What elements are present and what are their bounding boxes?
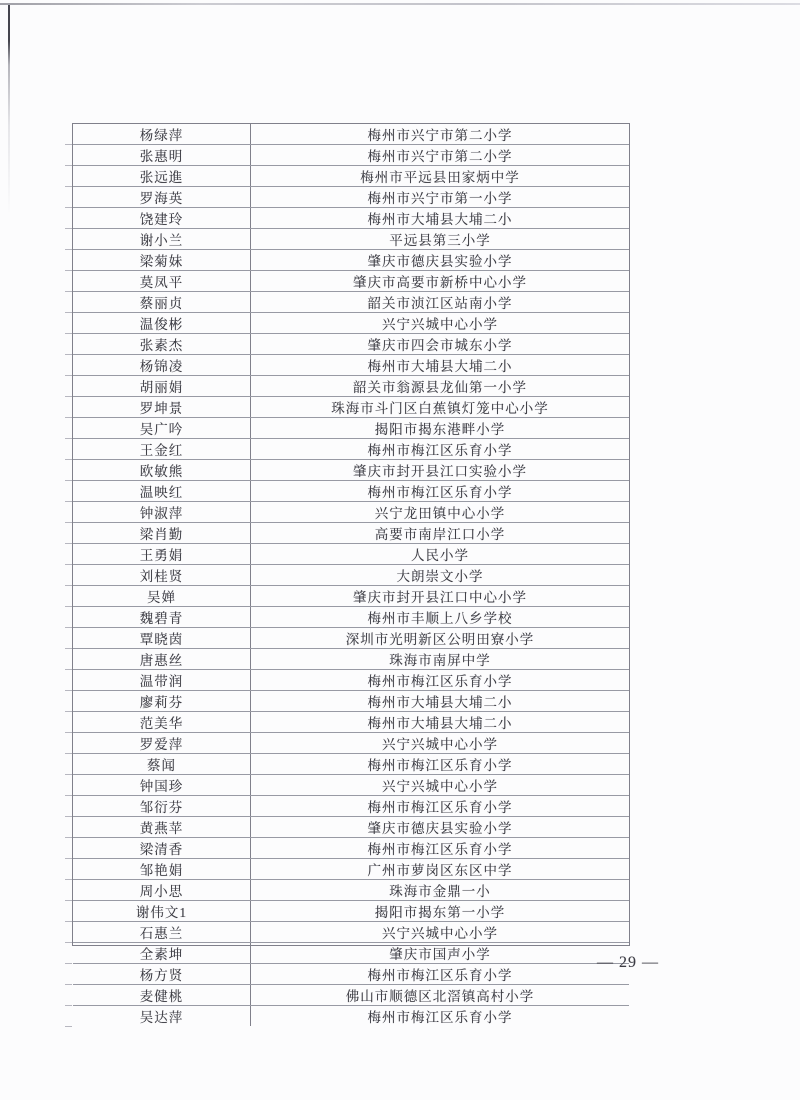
name-cell: 梁肖勤 [73, 523, 251, 543]
school-cell: 梅州市梅江区乐育小学 [367, 674, 513, 689]
name-cell: 周小思 [73, 880, 251, 900]
name-cell: 王金红 [73, 439, 251, 459]
table-row [73, 208, 629, 229]
name-cell: 石惠兰 [73, 922, 251, 942]
name-cell: 谢伟文1 [73, 901, 251, 921]
table-row [73, 1006, 629, 1026]
name-cell: 覃晓茵 [73, 628, 251, 648]
name-cell: 温映红 [73, 481, 251, 501]
table-row [73, 355, 629, 376]
name-cell: 温俊彬 [73, 313, 251, 333]
school-cell: 梅州市兴宁市第一小学 [367, 191, 513, 206]
school-cell: 梅州市大埔县大埔二小 [367, 212, 513, 227]
name-cell: 罗爱萍 [73, 733, 251, 753]
name-cell: 麦健桃 [73, 985, 251, 1005]
name-cell: 张惠明 [73, 145, 251, 165]
scan-edge-top-line [0, 3, 800, 5]
table-row [73, 523, 629, 544]
table-row [73, 901, 629, 922]
table-row [73, 775, 629, 796]
table-row [73, 439, 629, 460]
name-cell: 蔡丽贞 [73, 292, 251, 312]
table-row [73, 187, 629, 208]
school-cell: 广州市萝岗区东区中学 [367, 863, 513, 878]
school-cell: 肇庆市封开县江口实验小学 [353, 464, 527, 479]
name-cell: 黄燕苹 [73, 817, 251, 837]
table-row [73, 607, 629, 628]
school-cell: 肇庆市国声小学 [389, 947, 491, 962]
name-cell: 梁清香 [73, 838, 251, 858]
table-row [73, 481, 629, 502]
school-cell: 梅州市梅江区乐育小学 [367, 842, 513, 857]
school-cell: 深圳市光明新区公明田寮小学 [345, 632, 535, 647]
table-row [73, 145, 629, 166]
name-cell: 张素杰 [73, 334, 251, 354]
school-cell: 韶关市翁源县龙仙第一小学 [353, 380, 527, 395]
name-cell: 杨绿萍 [73, 124, 251, 144]
school-cell: 兴宁兴城中心小学 [382, 737, 498, 752]
school-cell: 梅州市梅江区乐育小学 [367, 1010, 513, 1025]
table-row [73, 691, 629, 712]
school-cell: 梅州市大埔县大埔二小 [367, 716, 513, 731]
school-cell: 兴宁兴城中心小学 [382, 317, 498, 332]
school-cell: 揭阳市揭东港畔小学 [374, 422, 506, 437]
name-cell: 胡丽娟 [73, 376, 251, 396]
table-row [73, 628, 629, 649]
school-cell: 人民小学 [411, 548, 469, 563]
school-cell: 平远县第三小学 [389, 233, 491, 248]
name-cell: 吴婵 [73, 586, 251, 606]
name-cell: 范美华 [73, 712, 251, 732]
name-cell: 温带润 [73, 670, 251, 690]
school-cell: 韶关市浈江区站南小学 [367, 296, 513, 311]
school-cell: 梅州市大埔县大埔二小 [367, 359, 513, 374]
name-cell: 谢小兰 [73, 229, 251, 249]
school-cell: 肇庆市封开县江口中心小学 [353, 590, 527, 605]
table-row [73, 586, 629, 607]
name-cell: 吴达萍 [73, 1006, 251, 1026]
school-cell: 梅州市梅江区乐育小学 [367, 485, 513, 500]
name-cell: 钟淑萍 [73, 502, 251, 522]
school-cell: 肇庆市德庆县实验小学 [367, 254, 513, 269]
school-cell: 兴宁龙田镇中心小学 [374, 506, 506, 521]
name-cell: 梁菊妹 [73, 250, 251, 270]
school-cell: 梅州市梅江区乐育小学 [367, 443, 513, 458]
school-cell: 大朗崇文小学 [396, 569, 484, 584]
table-row [73, 334, 629, 355]
school-cell: 梅州市梅江区乐育小学 [367, 800, 513, 815]
name-cell: 全素坤 [73, 943, 251, 963]
table-row [73, 166, 629, 187]
name-cell: 廖莉芬 [73, 691, 251, 711]
table-row [73, 880, 629, 901]
name-cell: 杨方贤 [73, 964, 251, 984]
school-cell: 肇庆市四会市城东小学 [367, 338, 513, 353]
table-row [73, 943, 629, 964]
table-row [73, 565, 629, 586]
school-cell: 梅州市兴宁市第二小学 [367, 128, 513, 143]
school-cell: 梅州市丰顺上八乡学校 [367, 611, 513, 626]
school-cell: 高要市南岸江口小学 [374, 527, 506, 542]
school-cell: 珠海市金鼎一小 [389, 884, 491, 899]
name-cell: 欧敏熊 [73, 460, 251, 480]
school-cell: 珠海市南屏中学 [389, 653, 491, 668]
school-cell: 兴宁兴城中心小学 [382, 779, 498, 794]
school-cell: 梅州市梅江区乐育小学 [367, 758, 513, 773]
school-cell: 揭阳市揭东第一小学 [374, 905, 506, 920]
table-row [73, 649, 629, 670]
table-row [73, 964, 629, 985]
table-row [73, 817, 629, 838]
school-cell: 梅州市大埔县大埔二小 [367, 695, 513, 710]
school-cell: 肇庆市德庆县实验小学 [367, 821, 513, 836]
table-row [73, 124, 629, 145]
name-cell: 杨锦凌 [73, 355, 251, 375]
name-cell: 蔡闻 [73, 754, 251, 774]
name-cell: 邹衍芬 [73, 796, 251, 816]
school-cell: 梅州市平远县田家炳中学 [360, 170, 520, 185]
table-row [73, 838, 629, 859]
school-cell: 珠海市斗门区白蕉镇灯笼中心小学 [331, 401, 549, 416]
name-cell: 王勇娟 [73, 544, 251, 564]
table-row [73, 376, 629, 397]
school-cell: 梅州市梅江区乐育小学 [367, 968, 513, 983]
table-row [73, 712, 629, 733]
school-cell: 兴宁兴城中心小学 [382, 926, 498, 941]
table-row [73, 271, 629, 292]
scan-edge-left-mark [8, 5, 10, 215]
table-row [73, 250, 629, 271]
name-cell: 罗坤景 [73, 397, 251, 417]
name-cell: 魏碧青 [73, 607, 251, 627]
table-row [73, 670, 629, 691]
table-row [73, 502, 629, 523]
table-row [73, 418, 629, 439]
table-row [73, 754, 629, 775]
page-number: — 29 — [597, 954, 659, 971]
name-cell: 饶建玲 [73, 208, 251, 228]
table-row [73, 292, 629, 313]
table-row [73, 460, 629, 481]
name-cell: 刘桂贤 [73, 565, 251, 585]
name-cell: 莫凤平 [73, 271, 251, 291]
table-row [73, 796, 629, 817]
table-row [73, 922, 629, 943]
table-row [73, 859, 629, 880]
name-cell: 张远進 [73, 166, 251, 186]
school-cell: 肇庆市高要市新桥中心小学 [353, 275, 527, 290]
table-row [73, 397, 629, 418]
name-cell: 邹艳娟 [73, 859, 251, 879]
table-row [73, 544, 629, 565]
school-cell: 梅州市兴宁市第二小学 [367, 149, 513, 164]
name-cell: 吴广吟 [73, 418, 251, 438]
table-row [73, 733, 629, 754]
name-cell: 钟国珍 [73, 775, 251, 795]
table-row [73, 313, 629, 334]
table-row [73, 985, 629, 1006]
name-cell: 唐惠丝 [73, 649, 251, 669]
table-row [73, 229, 629, 250]
school-cell: 佛山市顺德区北滘镇高村小学 [345, 989, 535, 1004]
name-cell: 罗海英 [73, 187, 251, 207]
